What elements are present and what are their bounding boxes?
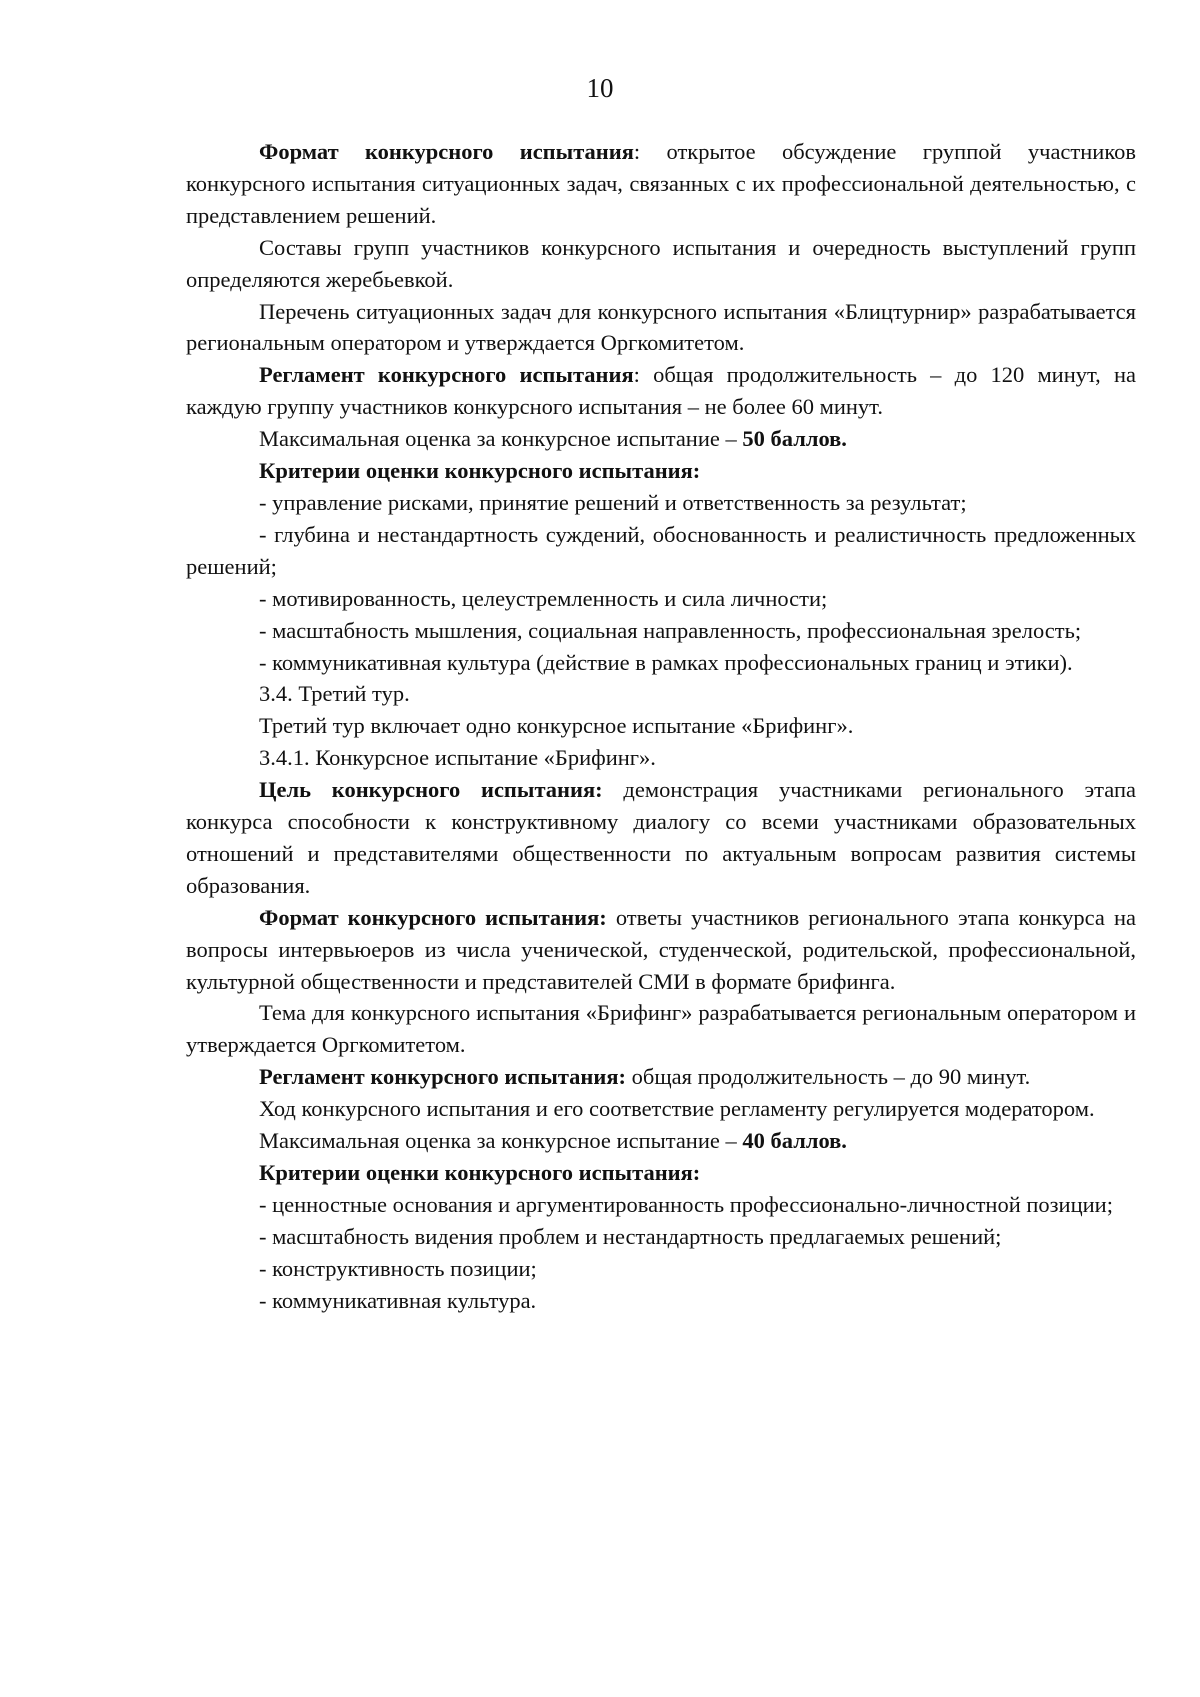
paragraph-task-list [186, 296, 1136, 360]
bold-label: Регламент конкурсного испытания [259, 362, 634, 388]
criteria-item [186, 583, 1136, 615]
paragraph-text: - конструктивность позиции; [259, 1255, 537, 1281]
paragraph-goal [186, 774, 1136, 902]
paragraph-text: - ценностные основания и аргументированность профессионально-личностной позиции; [259, 1191, 1113, 1217]
paragraph-third-round [186, 710, 1136, 742]
paragraph-text: Составы групп участников конкурсного испытания и очередность выступлений групп определяются жеребьевкой. [186, 234, 1136, 292]
document-body [186, 136, 1136, 1317]
paragraph-text: Ход конкурсного испытания и его соответствие регламенту регулируется модератором. [259, 1096, 1095, 1122]
paragraph-text: Тема для конкурсного испытания «Брифинг» разрабатывается региональным оператором и утверждается Оргкомитетом. [186, 1000, 1136, 1058]
paragraph-text: : открытое обсуждение группой участников конкурсного испытания ситуационных задач, связанных с их профессиональной деятельностью, с представлением решений. [186, 139, 1136, 228]
criteria-item [186, 1253, 1136, 1285]
paragraph-text: Максимальная оценка за конкурсное испытание – [259, 426, 743, 452]
paragraph-max-score-1 [186, 423, 1136, 455]
criteria-item [186, 519, 1136, 583]
paragraph-criteria-heading-1 [186, 455, 1136, 487]
bold-label: Формат конкурсного испытания: [259, 904, 607, 930]
score-value: 40 баллов. [742, 1128, 847, 1154]
paragraph-topic [186, 997, 1136, 1061]
paragraph-regulation-1 [186, 359, 1136, 423]
bold-label: Формат конкурсного испытания [259, 139, 634, 164]
paragraph-text: - масштабность видения проблем и нестандартность предлагаемых решений; [259, 1223, 1002, 1249]
section-heading-3-4 [186, 678, 1136, 710]
criteria-item [186, 1221, 1136, 1253]
paragraph-moderation [186, 1093, 1136, 1125]
bold-label: Регламент конкурсного испытания: [259, 1064, 627, 1090]
paragraph-text: - мотивированность, целеустремленность и сила личности; [259, 585, 828, 611]
score-value: 50 баллов. [742, 426, 847, 452]
paragraph-text: Перечень ситуационных задач для конкурсного испытания «Блицтурнир» разрабатывается региональным оператором и утверждается Оргкомитетом. [186, 298, 1136, 356]
paragraph-text: : общая продолжительность – до 120 минут, на каждую группу участников конкурсного испытания – не более 60 минут. [186, 362, 1136, 420]
paragraph-text: Третий тур включает одно конкурсное испытание «Брифинг». [259, 713, 854, 739]
section-heading-3-4-1 [186, 742, 1136, 774]
criteria-item [186, 1189, 1136, 1221]
paragraph-format-2 [186, 902, 1136, 998]
paragraph-max-score-2 [186, 1125, 1136, 1157]
paragraph-text: общая продолжительность – до 90 минут. [626, 1064, 1031, 1090]
paragraph-text: - масштабность мышления, социальная направленность, профессиональная зрелость; [259, 617, 1082, 643]
bold-label: Цель конкурсного испытания: [259, 777, 603, 803]
paragraph-format-1 [186, 136, 1136, 232]
paragraph-text: Максимальная оценка за конкурсное испытание – [259, 1128, 743, 1154]
bold-label: Критерии оценки конкурсного испытания: [259, 1160, 701, 1185]
criteria-item [186, 1285, 1136, 1317]
paragraph-text: 3.4. Третий тур. [259, 681, 410, 707]
paragraph-criteria-heading-2 [186, 1157, 1136, 1189]
paragraph-text: - управление рисками, принятие решений и ответственность за результат; [259, 489, 967, 515]
criteria-item [186, 647, 1136, 679]
paragraph-text: ответы участников регионального этапа конкурса на вопросы интервьюеров из числа ученической, студенческой, родительской, профессиональной, культурной общественности и представителей СМИ в формате брифинга. [186, 904, 1136, 994]
paragraph-text: - коммуникативная культура. [259, 1287, 537, 1313]
page-number: 10 [586, 73, 614, 103]
paragraph-text: демонстрация участниками регионального этапа конкурса способности к конструктивному диалогу со всеми участниками образовательных отношений и представителями общественности по актуальным вопросам развития системы образования. [186, 777, 1136, 898]
paragraph-text: - коммуникативная культура (действие в рамках профессиональных границ и этики). [259, 649, 1073, 675]
criteria-item [186, 487, 1136, 519]
paragraph-groups [186, 232, 1136, 296]
paragraph-text: - глубина и нестандартность суждений, обоснованность и реалистичность предложенных решений; [186, 521, 1136, 579]
paragraph-text: 3.4.1. Конкурсное испытание «Брифинг». [259, 745, 656, 771]
criteria-item [186, 615, 1136, 647]
bold-label: Критерии оценки конкурсного испытания: [259, 458, 701, 484]
paragraph-regulation-2 [186, 1061, 1136, 1093]
